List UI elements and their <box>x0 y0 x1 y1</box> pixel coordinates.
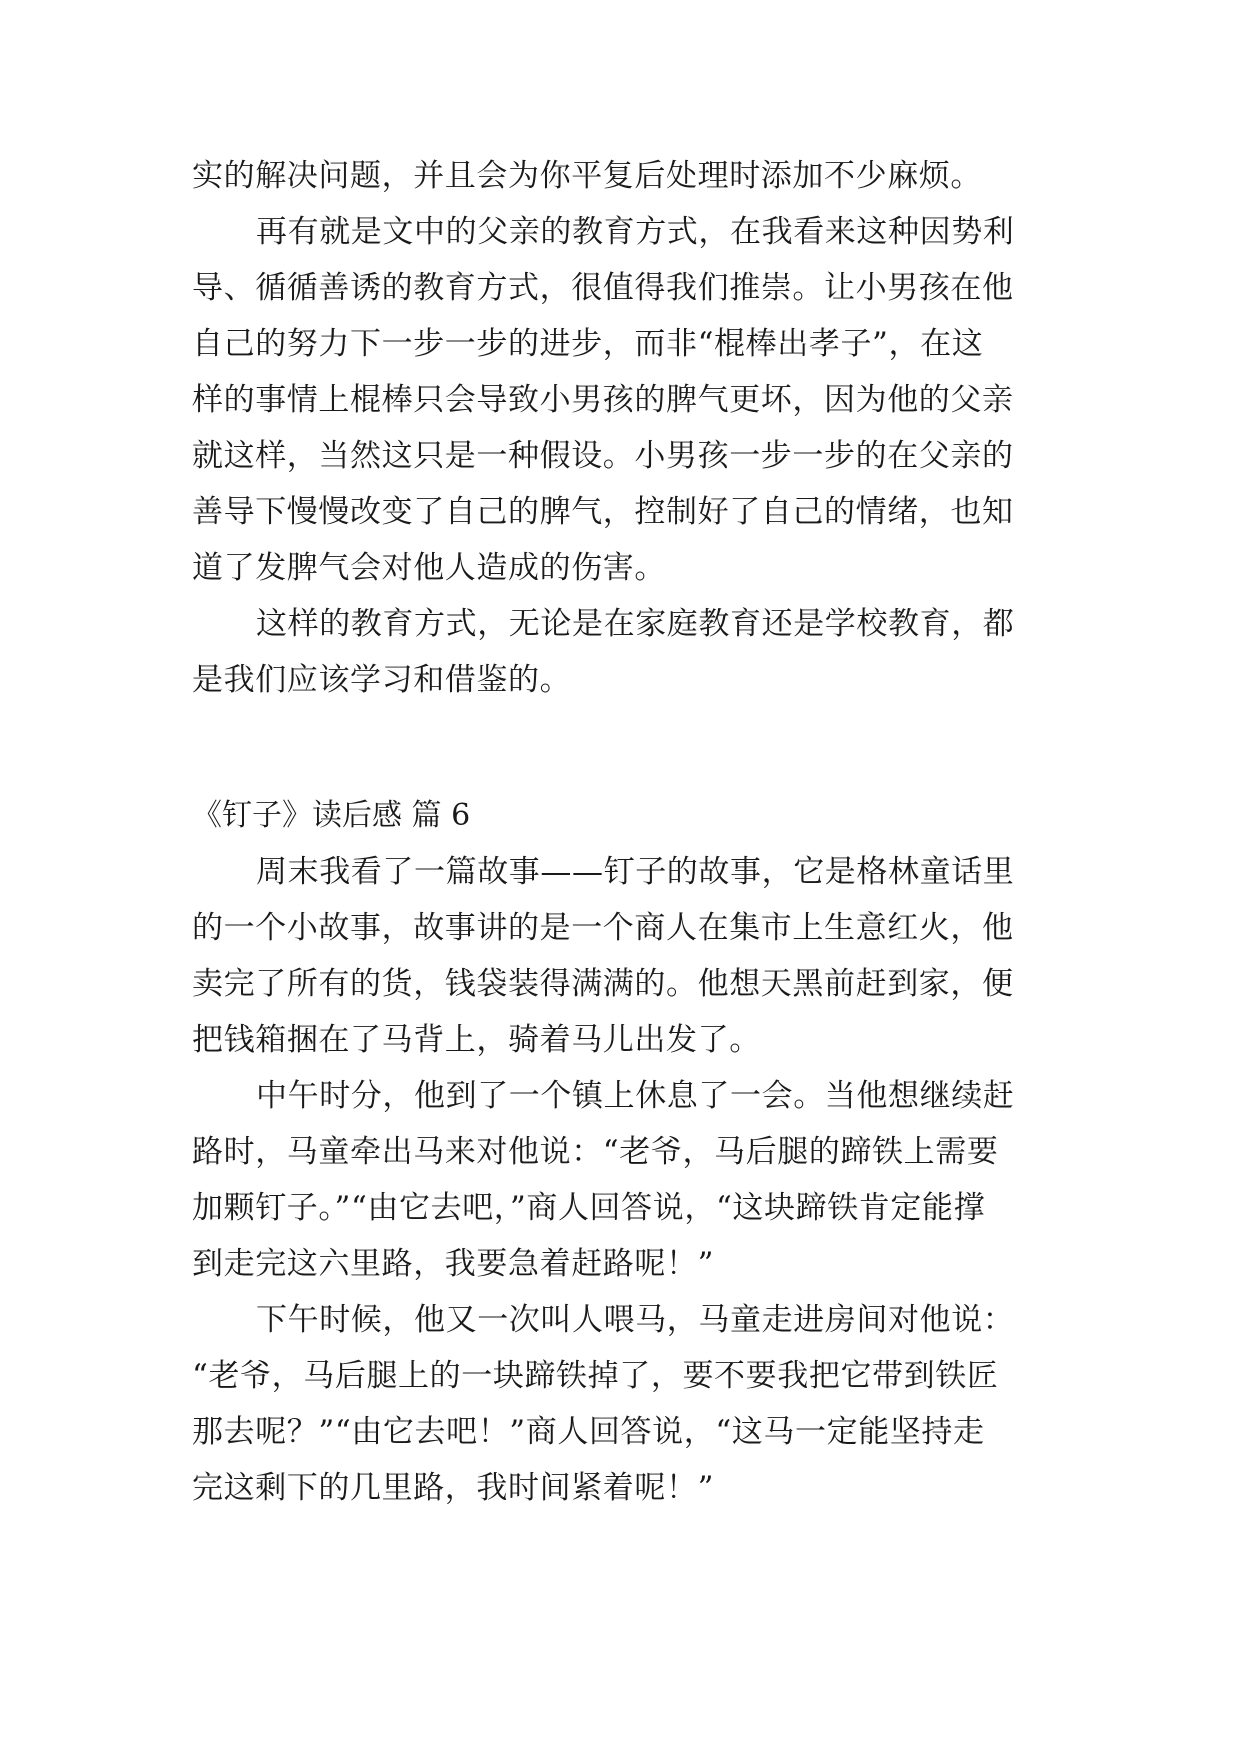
text-line: 路时，马童牵出马来对他说：“老爷，马后腿的蹄铁上需要 <box>192 1134 999 1170</box>
text-line: 的一个小故事，故事讲的是一个商人在集市上生意红火，他 <box>192 910 1014 946</box>
text-line: 那去呢？”“由它去吧！”商人回答说，“这马一定能坚持走 <box>192 1414 985 1450</box>
text-line: 中午时分，他到了一个镇上休息了一会。当他想继续赶 <box>256 1078 1015 1114</box>
text-line: 周末我看了一篇故事——钉子的故事，它是格林童话里 <box>256 854 1015 890</box>
text-line: 到走完这六里路，我要急着赶路呢！” <box>192 1246 715 1282</box>
paragraph <box>192 148 1052 204</box>
paragraph <box>192 844 1052 1068</box>
paragraph <box>192 204 1052 596</box>
text-line: 这样的教育方式，无论是在家庭教育还是学校教育，都 <box>256 606 1015 642</box>
text-line: 善导下慢慢改变了自己的脾气，控制好了自己的情绪，也知 <box>192 494 1014 530</box>
text-line: 再有就是文中的父亲的教育方式，在我看来这种因势利 <box>256 214 1015 250</box>
text-line: 完这剩下的几里路，我时间紧着呢！” <box>192 1470 715 1506</box>
paragraph <box>192 596 1052 708</box>
paragraph <box>192 1292 1052 1516</box>
section-heading: 《钉子》读后感 篇 6 <box>192 798 471 833</box>
text-line: 实的解决问题，并且会为你平复后处理时添加不少麻烦。 <box>192 158 982 194</box>
document-page <box>192 148 1052 1516</box>
text-line: 样的事情上棍棒只会导致小男孩的脾气更坏，因为他的父亲 <box>192 382 1014 418</box>
text-line: 就这样，当然这只是一种假设。小男孩一步一步的在父亲的 <box>192 438 1014 474</box>
text-line: 自己的努力下一步一步的进步，而非“棍棒出孝子”，在这 <box>192 326 984 362</box>
section-gap <box>192 708 1052 788</box>
text-line: 把钱箱捆在了马背上，骑着马儿出发了。 <box>192 1022 761 1058</box>
text-line: “老爷，马后腿上的一块蹄铁掉了，要不要我把它带到铁匠 <box>192 1358 999 1394</box>
text-line: 下午时候，他又一次叫人喂马，马童走进房间对他说： <box>256 1302 1015 1338</box>
text-line: 道了发脾气会对他人造成的伤害。 <box>192 550 666 586</box>
text-line: 卖完了所有的货，钱袋装得满满的。他想天黑前赶到家，便 <box>192 966 1014 1002</box>
text-line: 加颗钉子。”“由它去吧，”商人回答说，“这块蹄铁肯定能撑 <box>192 1190 986 1226</box>
paragraph <box>192 1068 1052 1292</box>
text-line: 导、循循善诱的教育方式，很值得我们推崇。让小男孩在他 <box>192 270 1014 306</box>
text-line: 是我们应该学习和借鉴的。 <box>192 662 572 698</box>
